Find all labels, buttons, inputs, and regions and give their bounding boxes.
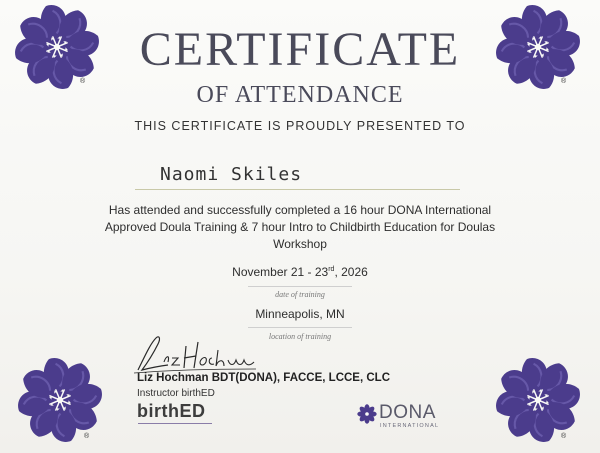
dona-wordmark: DONA <box>379 402 436 423</box>
registered-mark: ® <box>561 433 567 440</box>
certificate-subtitle: OF ATTENDANCE <box>196 82 404 108</box>
training-date <box>200 265 400 279</box>
flower-emblem-icon <box>12 352 108 448</box>
date-superscript: rd <box>328 266 335 273</box>
date-rule <box>248 286 352 287</box>
signature <box>130 332 260 376</box>
birthed-logo: birthED <box>137 401 206 421</box>
registered-mark: ® <box>561 78 567 85</box>
dona-flower-icon <box>357 404 377 424</box>
name-underline <box>135 189 460 190</box>
birthed-logo-underline <box>138 423 212 424</box>
completion-statement: Has attended and successfully completed a 16 hour DONA International Approved Doula Training & 7 hour Intro to Childbirth Education for Doulas Workshop <box>104 203 496 251</box>
registered-mark: ® <box>84 433 90 440</box>
dona-international-text: INTERNATIONAL <box>380 423 440 429</box>
flower-emblem-icon <box>9 0 105 95</box>
date-prefix: November 21 - 23 <box>232 265 329 279</box>
presented-to-text: THIS CERTIFICATE IS PROUDLY PRESENTED TO <box>134 119 466 133</box>
signer-name: Liz Hochman BDT(DONA), FACCE, LCCE, CLC <box>137 372 390 384</box>
date-caption: date of training <box>275 290 325 299</box>
flower-emblem-icon <box>490 0 586 95</box>
certificate-title: CERTIFICATE <box>139 23 461 76</box>
location-caption: location of training <box>268 332 332 341</box>
dona-logo <box>357 402 467 432</box>
recipient-name: Naomi Skiles <box>160 164 303 185</box>
date-suffix: , 2026 <box>334 265 368 279</box>
registered-mark: ® <box>80 78 86 85</box>
flower-emblem-icon <box>490 352 586 448</box>
training-location: Minneapolis, MN <box>255 307 345 321</box>
signer-role: Instructor birthED <box>137 388 215 399</box>
location-rule <box>248 327 352 328</box>
